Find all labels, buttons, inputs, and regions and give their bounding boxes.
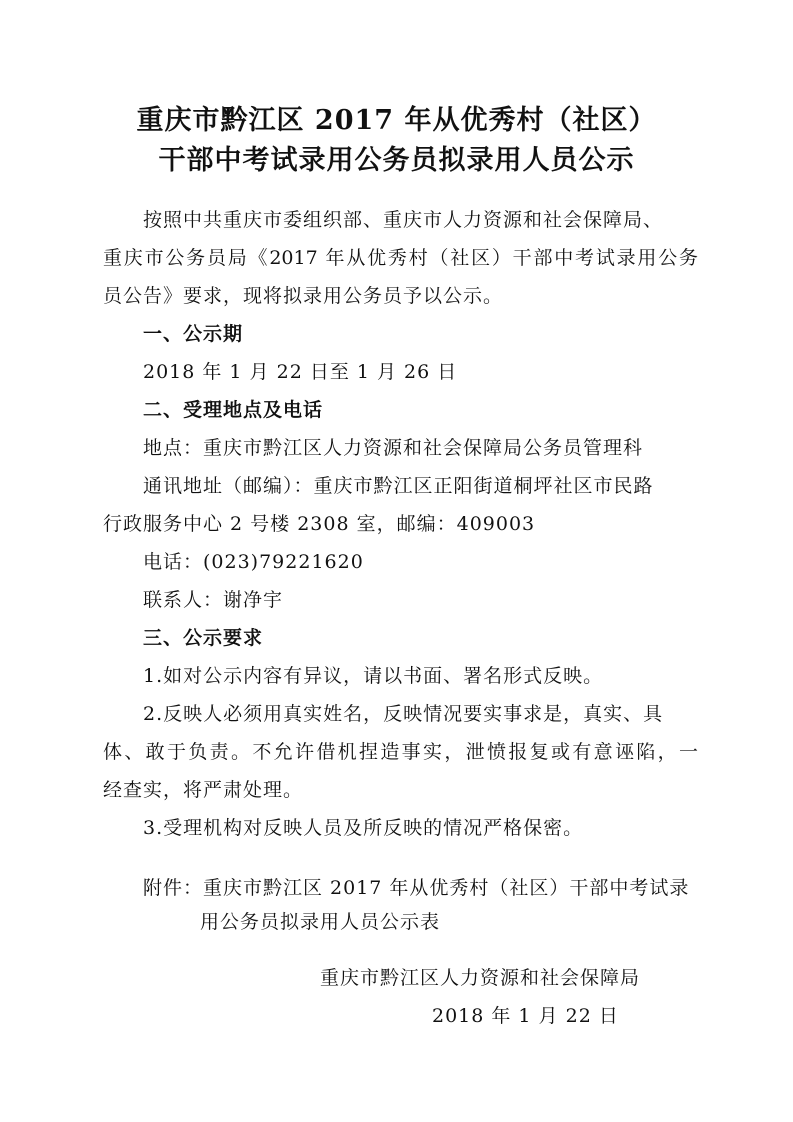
phone-text: 电话：(023)79221620 — [143, 551, 364, 573]
section-heading-contact: 二、受理地点及电话 — [143, 399, 324, 421]
requirement-item-1: 1.如对公示内容有异议，请以书面、署名形式反映。 — [143, 665, 604, 687]
requirement-item-2-line-1: 2.反映人必须用真实姓名，反映情况要实事求是，真实、具 — [143, 703, 664, 725]
section-heading-publicity-period: 一、公示期 — [143, 323, 244, 345]
address-line-2: 行政服务中心 2 号楼 2308 室，邮编：409003 — [103, 513, 536, 535]
publicity-period-text: 2018 年 1 月 22 日至 1 月 26 日 — [143, 361, 458, 383]
page-title-line-1: 重庆市黔江区 2017 年从优秀村（社区） — [136, 105, 657, 136]
address-line-1: 通讯地址（邮编）：重庆市黔江区正阳街道桐坪社区市民路 — [143, 475, 654, 497]
requirement-item-2-line-3: 经查实，将严肃处理。 — [103, 779, 304, 801]
attachment-line-2: 用公务员拟录用人员公示表 — [200, 911, 441, 933]
signature-organization: 重庆市黔江区人力资源和社会保障局 — [320, 967, 641, 989]
requirement-item-2-line-2: 体、敢于负责。不允许借机捏造事实，泄愤报复或有意诬陷，一 — [103, 741, 698, 763]
contact-person-text: 联系人：谢净宇 — [143, 589, 284, 611]
intro-line-2: 重庆市公务员局《2017 年从优秀村（社区）干部中考试录用公务 — [103, 247, 698, 269]
signature-date: 2018 年 1 月 22 日 — [432, 1005, 619, 1027]
location-text: 地点：重庆市黔江区人力资源和社会保障局公务员管理科 — [143, 437, 644, 459]
attachment-line-1: 附件：重庆市黔江区 2017 年从优秀村（社区）干部中考试录 — [143, 877, 690, 899]
page-title-line-2: 干部中考试录用公务员拟录用人员公示 — [158, 145, 635, 176]
section-heading-requirements: 三、公示要求 — [143, 627, 264, 649]
requirement-item-3: 3.受理机构对反映人员及所反映的情况严格保密。 — [143, 817, 584, 839]
intro-line-3: 员公告》要求，现将拟录用公务员予以公示。 — [103, 285, 504, 307]
intro-line-1: 按照中共重庆市委组织部、重庆市人力资源和社会保障局、 — [143, 209, 664, 231]
